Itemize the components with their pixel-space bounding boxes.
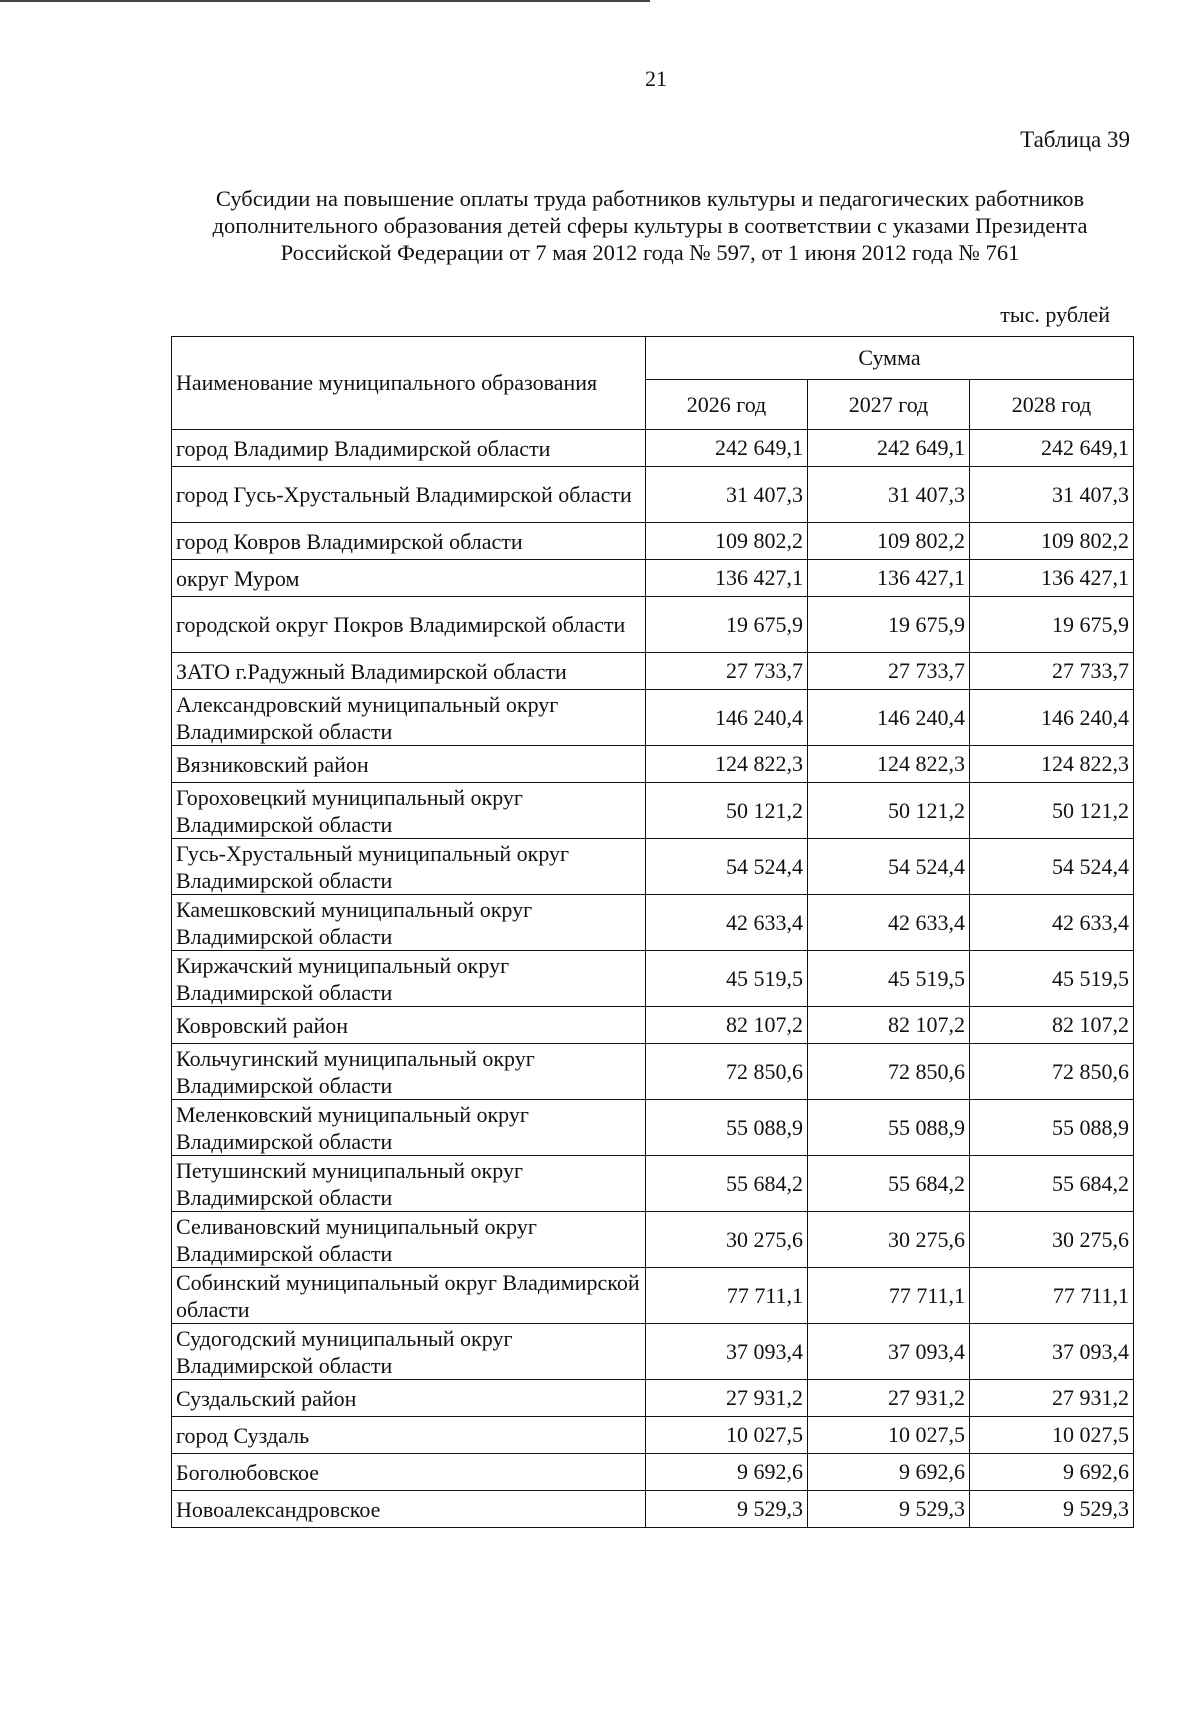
table-row [172,653,1134,690]
amount-cell: 242 649,1 [808,430,970,467]
municipality-name: городской округ Покров Владимирской области [172,597,646,653]
table-row [172,1100,1134,1156]
table-row [172,560,1134,597]
column-header-year: 2026 год [646,380,808,430]
column-header-year: 2028 год [970,380,1134,430]
amount-cell: 124 822,3 [646,746,808,783]
amount-cell: 45 519,5 [646,951,808,1007]
amount-cell: 45 519,5 [970,951,1134,1007]
amount-cell: 77 711,1 [970,1268,1134,1324]
amount-cell: 42 633,4 [970,895,1134,951]
table-row [172,1156,1134,1212]
table-row [172,523,1134,560]
amount-cell: 136 427,1 [808,560,970,597]
amount-cell: 19 675,9 [808,597,970,653]
amount-cell: 72 850,6 [646,1044,808,1100]
municipality-name: Камешковский муниципальный округ Владимирской области [172,895,646,951]
amount-cell: 54 524,4 [646,839,808,895]
municipality-name: Гороховецкий муниципальный округ Владимирской области [172,783,646,839]
amount-cell: 42 633,4 [808,895,970,951]
table-row [172,1044,1134,1100]
amount-cell: 82 107,2 [646,1007,808,1044]
amount-cell: 30 275,6 [808,1212,970,1268]
amount-cell: 77 711,1 [808,1268,970,1324]
amount-cell: 109 802,2 [646,523,808,560]
table-row [172,746,1134,783]
municipality-name: Селивановский муниципальный округ Владимирской области [172,1212,646,1268]
table-row [172,430,1134,467]
amount-cell: 31 407,3 [808,467,970,523]
amount-cell: 31 407,3 [970,467,1134,523]
amount-cell: 10 027,5 [970,1417,1134,1454]
table-row [172,1417,1134,1454]
table-row [172,1380,1134,1417]
table-row [172,783,1134,839]
municipality-name: город Суздаль [172,1417,646,1454]
amount-cell: 72 850,6 [970,1044,1134,1100]
amount-cell: 55 684,2 [970,1156,1134,1212]
amount-cell: 10 027,5 [808,1417,970,1454]
amount-cell: 45 519,5 [808,951,970,1007]
amount-cell: 50 121,2 [808,783,970,839]
amount-cell: 27 931,2 [970,1380,1134,1417]
amount-cell: 124 822,3 [808,746,970,783]
municipality-name: Александровский муниципальный округ Владимирской области [172,690,646,746]
amount-cell: 146 240,4 [970,690,1134,746]
municipality-name: Боголюбовское [172,1454,646,1491]
amount-cell: 55 088,9 [808,1100,970,1156]
amount-cell: 9 529,3 [970,1491,1134,1528]
municipality-name: Собинский муниципальный округ Владимирской области [172,1268,646,1324]
municipality-name: округ Муром [172,560,646,597]
municipality-name: Новоалександровское [172,1491,646,1528]
amount-cell: 146 240,4 [646,690,808,746]
table-row [172,690,1134,746]
amount-cell: 146 240,4 [808,690,970,746]
amount-cell: 55 088,9 [646,1100,808,1156]
amount-cell: 50 121,2 [970,783,1134,839]
amount-cell: 9 692,6 [808,1454,970,1491]
amount-cell: 136 427,1 [970,560,1134,597]
amount-cell: 10 027,5 [646,1417,808,1454]
amount-cell: 9 692,6 [970,1454,1134,1491]
amount-cell: 9 529,3 [646,1491,808,1528]
amount-cell: 37 093,4 [970,1324,1134,1380]
amount-cell: 242 649,1 [646,430,808,467]
amount-cell: 9 692,6 [646,1454,808,1491]
top-rule [0,0,650,2]
column-header-year: 2027 год [808,380,970,430]
amount-cell: 37 093,4 [808,1324,970,1380]
table-row [172,895,1134,951]
municipality-name: Гусь-Хрустальный муниципальный округ Владимирской области [172,839,646,895]
amount-cell: 30 275,6 [646,1212,808,1268]
municipality-name: город Гусь-Хрустальный Владимирской области [172,467,646,523]
municipality-name: Суздальский район [172,1380,646,1417]
amount-cell: 27 931,2 [646,1380,808,1417]
municipality-name: Петушинский муниципальный округ Владимирской области [172,1156,646,1212]
amount-cell: 50 121,2 [646,783,808,839]
amount-cell: 82 107,2 [970,1007,1134,1044]
amount-cell: 55 684,2 [808,1156,970,1212]
amount-cell: 77 711,1 [646,1268,808,1324]
amount-cell: 124 822,3 [970,746,1134,783]
amount-cell: 109 802,2 [970,523,1134,560]
table-label: Таблица 39 [1020,127,1130,152]
table-title [170,185,1130,266]
amount-cell: 19 675,9 [646,597,808,653]
title-line: дополнительного образования детей сферы культуры в соответствии с указами Президента [212,213,1088,238]
table-row [172,839,1134,895]
table-row [172,1324,1134,1380]
amount-cell: 72 850,6 [808,1044,970,1100]
amount-cell: 19 675,9 [970,597,1134,653]
amount-cell: 31 407,3 [646,467,808,523]
municipality-name: ЗАТО г.Радужный Владимирской области [172,653,646,690]
amount-cell: 55 088,9 [970,1100,1134,1156]
amount-cell: 55 684,2 [646,1156,808,1212]
amount-cell: 27 931,2 [808,1380,970,1417]
page-number: 21 [645,66,667,91]
municipality-name: Меленковский муниципальный округ Владимирской области [172,1100,646,1156]
table-row [172,1491,1134,1528]
municipality-name: Вязниковский район [172,746,646,783]
municipality-name: Кольчугинский муниципальный округ Владимирской области [172,1044,646,1100]
units-label: тыс. рублей [1000,302,1110,327]
amount-cell: 27 733,7 [970,653,1134,690]
subsidies-table [171,336,1134,1528]
column-header-name: Наименование муниципального образования [172,337,646,430]
amount-cell: 54 524,4 [808,839,970,895]
title-line: Российской Федерации от 7 мая 2012 года № 597, от 1 июня 2012 года № 761 [280,240,1020,265]
table-row [172,1268,1134,1324]
amount-cell: 9 529,3 [808,1491,970,1528]
amount-cell: 42 633,4 [646,895,808,951]
municipality-name: Судогодский муниципальный округ Владимирской области [172,1324,646,1380]
municipality-name: Ковровский район [172,1007,646,1044]
amount-cell: 27 733,7 [808,653,970,690]
table-row [172,1007,1134,1044]
amount-cell: 37 093,4 [646,1324,808,1380]
amount-cell: 30 275,6 [970,1212,1134,1268]
table-row [172,1212,1134,1268]
municipality-name: город Владимир Владимирской области [172,430,646,467]
title-line: Субсидии на повышение оплаты труда работников культуры и педагогических работников [215,186,1085,211]
amount-cell: 109 802,2 [808,523,970,560]
column-header-sum: Сумма [646,337,1134,380]
amount-cell: 27 733,7 [646,653,808,690]
municipality-name: город Ковров Владимирской области [172,523,646,560]
amount-cell: 242 649,1 [970,430,1134,467]
municipality-name: Киржачский муниципальный округ Владимирской области [172,951,646,1007]
amount-cell: 82 107,2 [808,1007,970,1044]
table-row [172,951,1134,1007]
table-row [172,597,1134,653]
table-row [172,1454,1134,1491]
amount-cell: 136 427,1 [646,560,808,597]
amount-cell: 54 524,4 [970,839,1134,895]
table-row [172,467,1134,523]
table-body [172,430,1134,1528]
